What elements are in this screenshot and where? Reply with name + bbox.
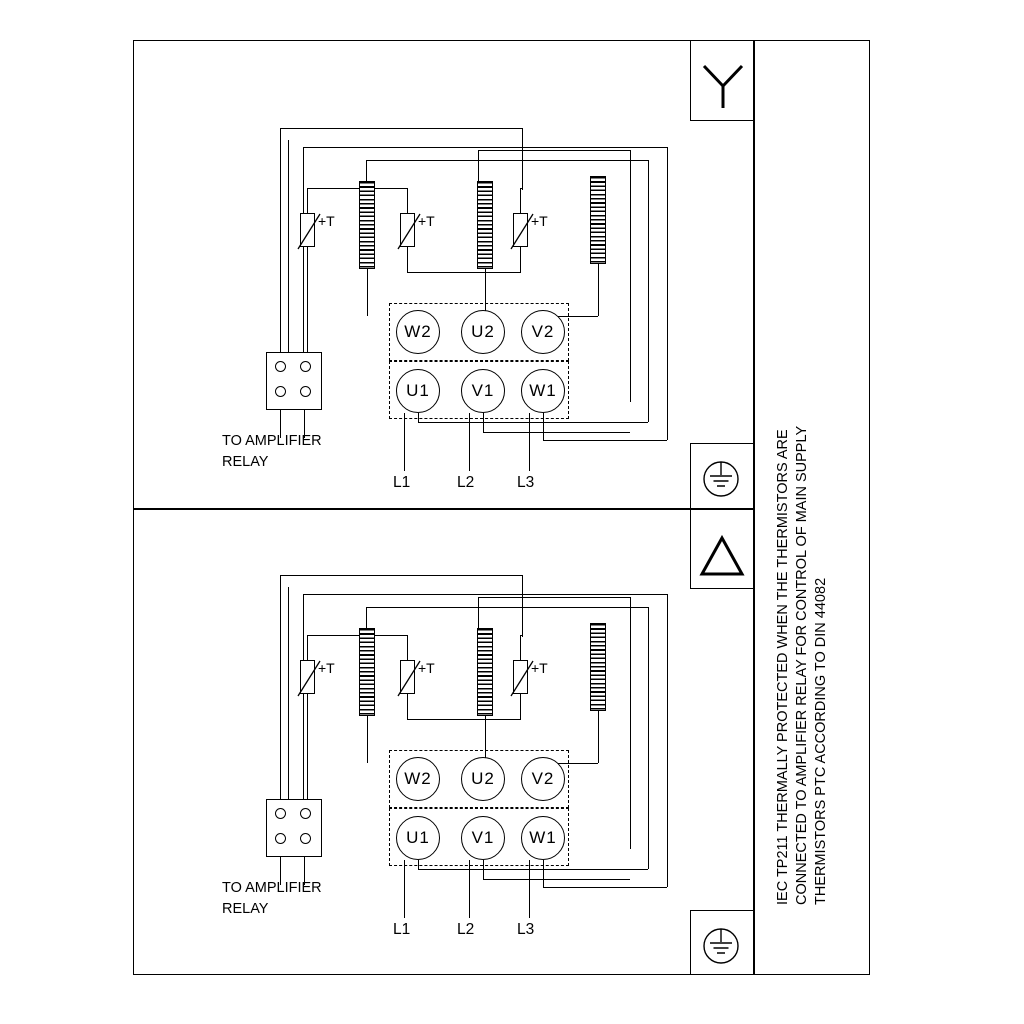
connector-pin bbox=[300, 386, 311, 397]
wire bbox=[478, 150, 630, 151]
connector-caption-line2: RELAY bbox=[222, 901, 269, 917]
phase-label-l3: L3 bbox=[517, 474, 535, 491]
phase-label-l3: L3 bbox=[517, 921, 535, 938]
wire bbox=[630, 150, 631, 402]
wire bbox=[280, 575, 281, 807]
wire bbox=[280, 128, 281, 360]
amplifier-connector-block bbox=[266, 799, 322, 857]
wire bbox=[407, 272, 520, 273]
wire bbox=[367, 716, 368, 763]
wire bbox=[407, 719, 520, 720]
ptc-label-3: +T bbox=[531, 660, 548, 676]
wire bbox=[303, 594, 304, 807]
connector-pin bbox=[275, 386, 286, 397]
wire bbox=[543, 440, 667, 441]
winding-u bbox=[477, 181, 493, 269]
phase-label-l2: L2 bbox=[457, 474, 475, 491]
symbol-box-divider-bottom bbox=[690, 588, 753, 589]
earth-icon bbox=[696, 458, 746, 500]
wire bbox=[288, 587, 289, 815]
terminal-v1: V1 bbox=[461, 369, 505, 413]
terminal-v2: V2 bbox=[521, 757, 565, 801]
ptc-thermistor-1 bbox=[300, 660, 315, 694]
wire bbox=[280, 575, 522, 576]
terminal-v2: V2 bbox=[521, 310, 565, 354]
terminal-u2: U2 bbox=[461, 310, 505, 354]
winding-v bbox=[590, 623, 606, 711]
winding-u bbox=[477, 628, 493, 716]
wire bbox=[522, 128, 523, 190]
phase-label-l1: L1 bbox=[393, 921, 411, 938]
terminal-v1: V1 bbox=[461, 816, 505, 860]
ptc-label-2: +T bbox=[418, 660, 435, 676]
ptc-label-3: +T bbox=[531, 213, 548, 229]
ptc-thermistor-2 bbox=[400, 213, 415, 247]
ptc-thermistor-3 bbox=[513, 660, 528, 694]
ptc-label-1: +T bbox=[318, 213, 335, 229]
note-line-2: CONNECTED TO AMPLIFIER RELAY FOR CONTROL OF MAIN SUPPLY bbox=[794, 425, 810, 905]
terminal-w2: W2 bbox=[396, 757, 440, 801]
wire bbox=[418, 422, 648, 423]
symbol-box-divider-top bbox=[690, 120, 753, 121]
terminal-w2: W2 bbox=[396, 310, 440, 354]
wire bbox=[648, 160, 649, 422]
earth-box-edge-top bbox=[690, 443, 691, 508]
winding-w bbox=[359, 181, 375, 269]
connector-pin bbox=[275, 361, 286, 372]
terminal-w1: W1 bbox=[521, 816, 565, 860]
wire bbox=[404, 860, 405, 918]
winding-w bbox=[359, 628, 375, 716]
ptc-thermistor-3 bbox=[513, 213, 528, 247]
panel-divider bbox=[133, 508, 753, 510]
terminal-u2: U2 bbox=[461, 757, 505, 801]
wire bbox=[366, 160, 648, 161]
connector-pin bbox=[300, 833, 311, 844]
connector-caption-line2: RELAY bbox=[222, 454, 269, 470]
wire bbox=[478, 597, 630, 598]
wye-symbol bbox=[700, 62, 746, 110]
wire bbox=[307, 188, 407, 189]
terminal-w1: W1 bbox=[521, 369, 565, 413]
wire bbox=[630, 597, 631, 849]
ptc-label-2: +T bbox=[418, 213, 435, 229]
connector-pin bbox=[275, 833, 286, 844]
symbol-box-edge-top bbox=[690, 40, 691, 120]
terminal-u1: U1 bbox=[396, 816, 440, 860]
wire bbox=[598, 711, 599, 763]
note-line-3: THERMISTORS PTC ACCORDING TO DIN 44082 bbox=[813, 577, 829, 905]
terminal-u1: U1 bbox=[396, 369, 440, 413]
wire bbox=[667, 147, 668, 440]
winding-v bbox=[590, 176, 606, 264]
connector-caption-line1: TO AMPLIFIER bbox=[222, 880, 322, 896]
wire bbox=[404, 413, 405, 471]
earth-box-divider-bottom bbox=[690, 910, 753, 911]
delta-symbol bbox=[698, 534, 746, 578]
ptc-label-1: +T bbox=[318, 660, 335, 676]
connector-caption-line1: TO AMPLIFIER bbox=[222, 433, 322, 449]
wire bbox=[520, 188, 522, 189]
note-line-1: IEC TP211 THERMALLY PROTECTED WHEN THE THERMISTORS ARE bbox=[775, 429, 791, 905]
phase-label-l2: L2 bbox=[457, 921, 475, 938]
wire bbox=[280, 128, 522, 129]
wire bbox=[366, 607, 648, 608]
ptc-thermistor-2 bbox=[400, 660, 415, 694]
earth-box-edge-bottom bbox=[690, 910, 691, 975]
wire bbox=[483, 432, 630, 433]
wire bbox=[288, 140, 289, 368]
earth-box-divider-top bbox=[690, 443, 753, 444]
wire bbox=[648, 607, 649, 869]
wire bbox=[307, 635, 407, 636]
wire bbox=[483, 879, 630, 880]
wire bbox=[418, 869, 648, 870]
wire bbox=[303, 594, 667, 595]
phase-label-l1: L1 bbox=[393, 474, 411, 491]
wire bbox=[522, 575, 523, 637]
wire bbox=[303, 147, 304, 360]
earth-icon bbox=[696, 925, 746, 967]
wire bbox=[303, 147, 667, 148]
note-column-divider bbox=[753, 40, 755, 975]
ptc-thermistor-1 bbox=[300, 213, 315, 247]
wire bbox=[367, 269, 368, 316]
connector-pin bbox=[300, 808, 311, 819]
amplifier-connector-block bbox=[266, 352, 322, 410]
wire bbox=[543, 887, 667, 888]
connector-pin bbox=[275, 808, 286, 819]
symbol-box-edge-bottom bbox=[690, 508, 691, 588]
wire bbox=[667, 594, 668, 887]
wire bbox=[520, 635, 522, 636]
wire bbox=[598, 264, 599, 316]
connector-pin bbox=[300, 361, 311, 372]
